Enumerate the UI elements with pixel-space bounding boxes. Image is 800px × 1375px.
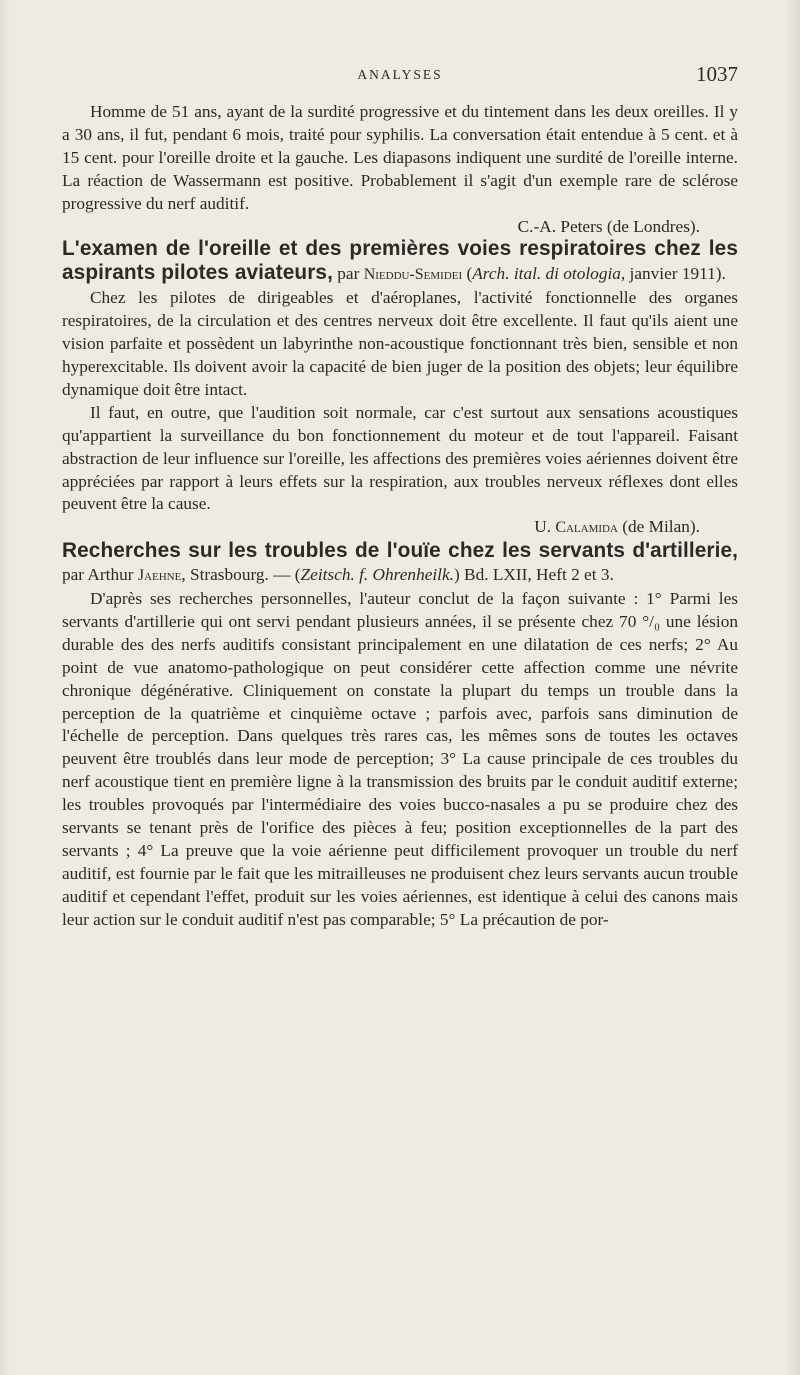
signature-rest: (de Milan). bbox=[617, 517, 700, 537]
page-header bbox=[62, 62, 738, 90]
journal-name: Zeitsch. f. Ohrenheilk. bbox=[300, 565, 454, 585]
review-paragraph: Il faut, en outre, que l'audition soit normale, car c'est surtout aux sensations acoustiques qu'appartient la surveillance du bon fonctionnement du moteur et de tout l'appareil. Faisant abstraction de leur influence sur l'oreille, les affections des premières voies aériennes doivent être appréciées par rapport à leurs effets sur la respiration, aux troubles nerveux réflexes dont elles peuvent être la cause. bbox=[62, 402, 738, 514]
article-title: Recherches sur les troubles de l'ouïe chez les servants d'artillerie, bbox=[62, 539, 738, 563]
body-text bbox=[62, 101, 738, 932]
reference-open: ( bbox=[462, 264, 473, 284]
signature-name: Calamida bbox=[555, 519, 618, 537]
review-paragraph: Homme de 51 ans, ayant de la surdité progressive et du tintement dans les deux oreilles. Il y a 30 ans, il fut, pendant 6 mois, traité pour syphilis. La conversation était entendue à 5 cent. et à 15 cent. pour l'oreille droite et la gauche. Les diapasons indiquent une surdité de l'oreille interne. La réaction de Wassermann est positive. Probablement il s'agit d'un exemple rare de sclérose progressive du nerf auditif. bbox=[62, 102, 738, 213]
author-name: Jaehne bbox=[137, 567, 182, 585]
page-left-shadow bbox=[0, 0, 10, 1375]
review-signature bbox=[62, 516, 738, 540]
review-heading bbox=[62, 540, 738, 588]
signature-initial: U. bbox=[534, 517, 556, 537]
author-name: Nieddu-Semidei bbox=[363, 266, 463, 284]
running-head: ANALYSES bbox=[357, 67, 443, 82]
reference-rest: , Strasbourg. — ( bbox=[181, 565, 301, 585]
review-paragraph: Chez les pilotes de dirigeables et d'aéroplanes, l'activité fonctionnelle des organes respiratoires, de la circulation et des centres nerveux doit être excellente. Il faut qu'ils aient une vision parfaite et possèdent un labyrinthe non-acoustique fonctionnant très bien, sensible et non hyperexcitable. Ils doivent avoir la capacité de bien juger de la position des objets; leur équilibre dynamique doit être intact. bbox=[62, 288, 738, 399]
byline-text: par Arthur bbox=[62, 565, 138, 585]
review-paragraph: D'après ses recherches personnelles, l'auteur conclut de la façon suivante : 1° Parmi les servants d'artillerie qui ont servi pendant plusieurs années, il se présente chez 70 °/₀ une lésion durable des des nerfs auditifs consistant principalement en une dilatation de ces nerfs; 2° Au point de vue anatomo-pathologique on peut considérer cette affection comme une névrite chronique dégénérative. Cliniquement on constate la plupart du temps un trouble dans la perception de la quatrième et cinquième octave ; parfois avec, parfois sans diminution de l'échelle de perception. Dans quelques très rares cas, les mêmes sons de toutes les octaves peuvent être troublés dans leur mode de perception; 3° La cause principale de ces troubles du nerf acoustique tient en première ligne à la transmission des bruits par le conduit auditif externe; les troubles provoqués par l'intermédiaire des voies bucco-nasales a pu se produire chez des servants se tenant près de l'orifice des pièces à feu; position exceptionnelles de la part des servants ; 4° La preuve que la voie aérienne peut difficilement provoquer un trouble du nerf auditif, est fournie par le fait que les mitrailleuses ne produisent chez leurs servants aucun trouble auditif et cependant l'effet, produit sur les voies aériennes, est identique à celui des canons mais leur action sur le conduit auditif n'est pas comparable; 5° La précaution de por- bbox=[62, 589, 738, 929]
review-signature: C.-A. Peters (de Londres). bbox=[517, 216, 700, 236]
reference-rest: , janvier 1911). bbox=[620, 264, 726, 284]
byline-text: par bbox=[332, 264, 364, 284]
page-number: 1037 bbox=[696, 62, 738, 86]
reference-tail: ) Bd. LXII, Heft 2 et 3. bbox=[453, 565, 614, 585]
page-edge-shadow bbox=[786, 0, 800, 1375]
article-title: L'examen de l'oreille et des premières voies respiratoires chez les aspirants pilotes aviateurs, bbox=[62, 237, 738, 285]
journal-name: Arch. ital. di otologia bbox=[472, 264, 621, 284]
review-heading bbox=[62, 238, 738, 287]
